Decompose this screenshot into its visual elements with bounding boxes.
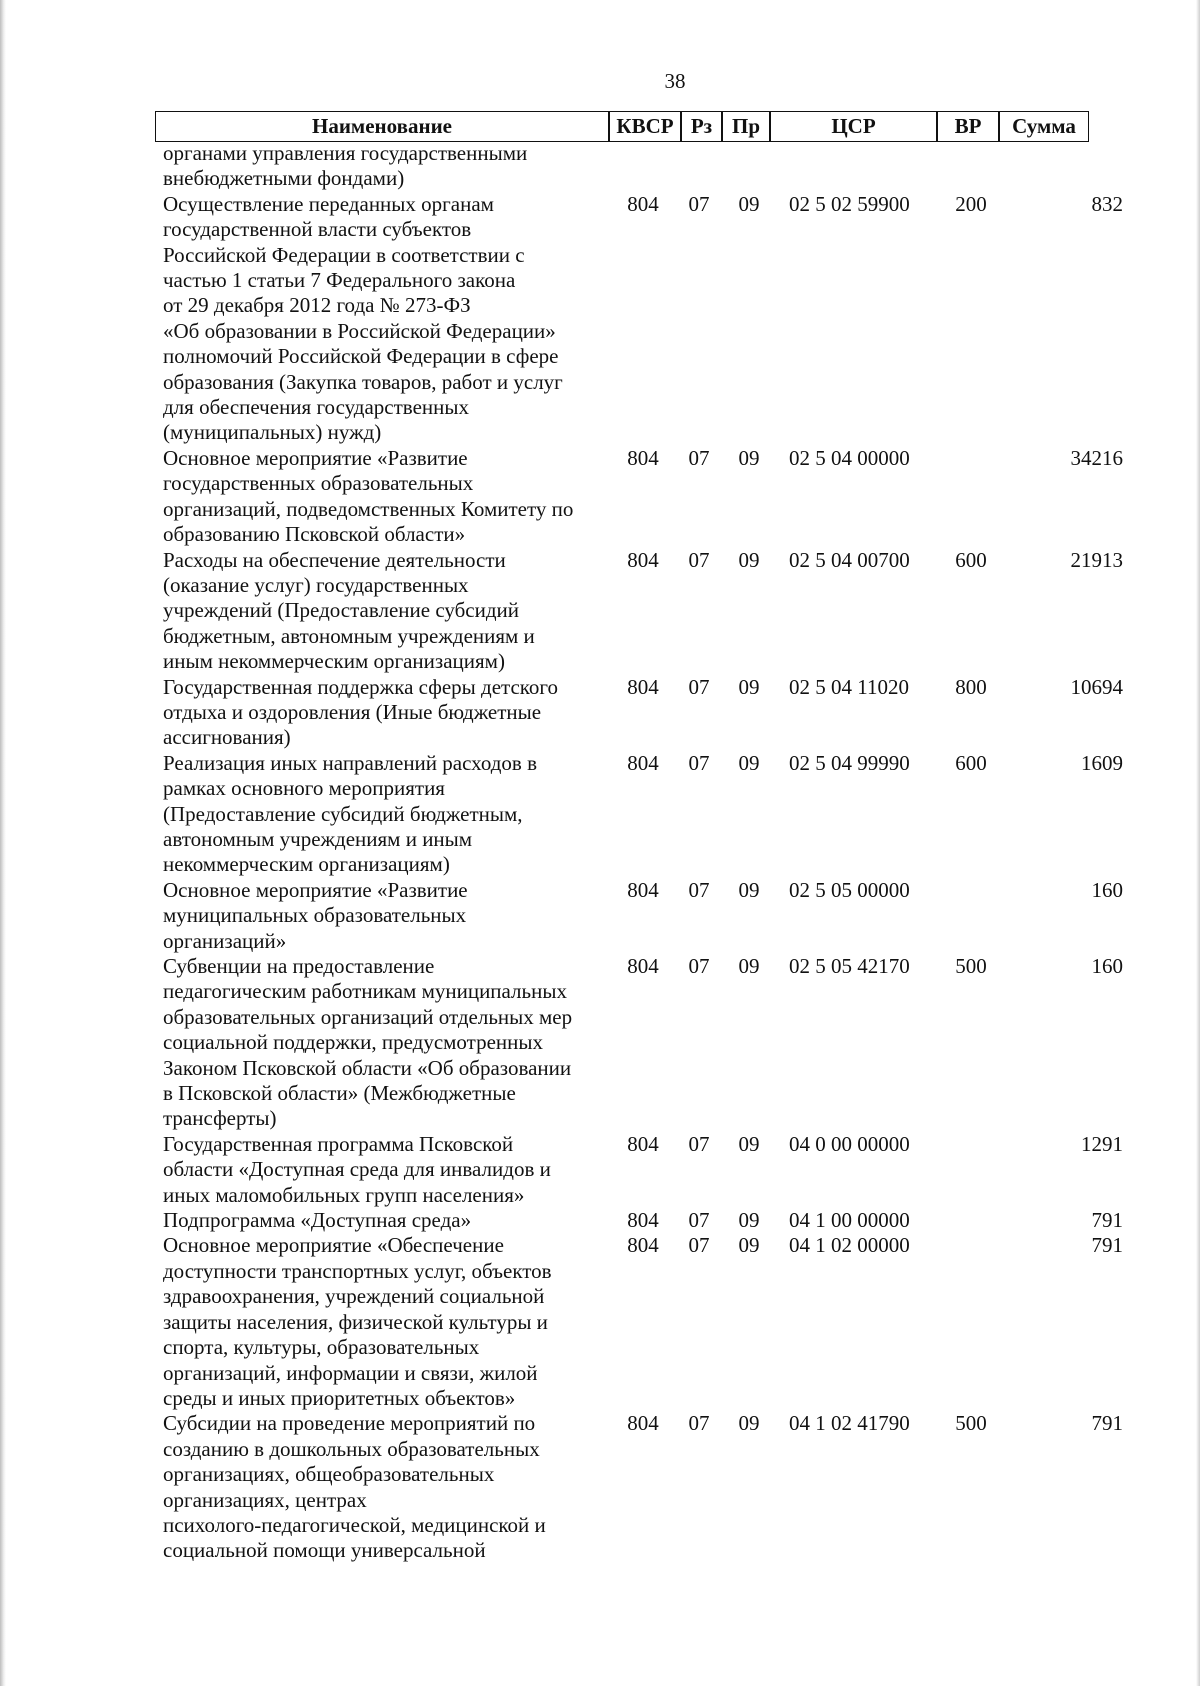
row-pr: 09: [738, 547, 760, 572]
row-rz: 07: [688, 1411, 710, 1436]
table-row: [163, 751, 1129, 878]
table-row: [163, 878, 1129, 954]
row-kvsr: 804: [627, 445, 659, 470]
row-pr: 09: [738, 954, 760, 978]
row-csr: 04 0 00 00000: [789, 1131, 910, 1156]
row-sum: 160: [1091, 877, 1123, 902]
row-rz: 07: [688, 547, 710, 572]
row-vr: 500: [955, 1411, 987, 1436]
row-rz: 07: [688, 191, 710, 216]
row-kvsr: 804: [627, 1411, 659, 1436]
row-name: Основное мероприятие «Развитие государственных образовательных организаций, подведомственных Комитету по образованию Псковской области»: [163, 445, 574, 547]
row-csr: 04 1 02 00000: [789, 1233, 910, 1258]
row-kvsr: 804: [627, 750, 659, 775]
row-pr: 09: [738, 674, 760, 699]
row-pr: 09: [738, 1131, 760, 1156]
row-pr: 09: [738, 877, 760, 902]
row-sum: 791: [1091, 1208, 1123, 1233]
row-name: Подпрограмма «Доступная среда»: [163, 1208, 472, 1233]
row-name: Осуществление переданных органам государственной власти субъектов Российской Федерации в соответствии с частью 1 статьи 7 Федерального закона от 29 декабря 2012 года № 273-ФЗ «Об образовании в Российской Федерации» полномочий Российской Федерации в сфере образования (Закупка товаров, работ и услуг для обеспечения государственных (муниципальных) нужд): [163, 191, 563, 445]
row-csr: 04 1 00 00000: [789, 1208, 910, 1233]
header-pr: Пр: [722, 111, 770, 142]
row-vr: 200: [955, 191, 987, 216]
row-csr: 02 5 04 00000: [789, 445, 910, 470]
row-rz: 07: [688, 1131, 710, 1156]
row-name: Субсидии на проведение мероприятий по созданию в дошкольных образовательных организациях, общеобразовательных организациях, центрах психолого-педагогической, медицинской и социальной помощи универсальной: [163, 1411, 546, 1563]
row-kvsr: 804: [627, 877, 659, 902]
table-row: [163, 446, 1129, 548]
row-kvsr: 804: [627, 954, 659, 978]
row-csr: 02 5 04 11020: [789, 674, 909, 699]
row-rz: 07: [688, 750, 710, 775]
row-kvsr: 804: [627, 1208, 659, 1233]
scan-edge-left: [0, 0, 6, 1686]
row-name: Основное мероприятие «Развитие муниципальных образовательных организаций»: [163, 877, 468, 953]
page-number: 38: [664, 69, 686, 93]
table-row: [163, 675, 1129, 751]
table-row: [163, 1411, 1129, 1563]
row-rz: 07: [688, 674, 710, 699]
row-kvsr: 804: [627, 1233, 659, 1258]
row-csr: 04 1 02 41790: [789, 1411, 910, 1436]
header-kvsr: КВСР: [609, 111, 681, 142]
row-sum: 832: [1091, 191, 1123, 216]
row-kvsr: 804: [627, 1131, 659, 1156]
table-body: [163, 141, 1129, 1564]
header-name: Наименование: [155, 111, 609, 142]
row-name: Расходы на обеспечение деятельности (оказание услуг) государственных учреждений (Предоставление субсидий бюджетным, автономным учреждениям и иным некоммерческим организациям): [163, 547, 535, 674]
row-sum: 1609: [1081, 750, 1123, 775]
row-pr: 09: [738, 1411, 760, 1436]
row-pr: 09: [738, 1233, 760, 1258]
row-rz: 07: [688, 445, 710, 470]
table-row: [163, 1208, 1129, 1233]
table-row: [163, 1233, 1129, 1411]
row-pr: 09: [738, 1208, 760, 1233]
row-csr: 02 5 05 42170: [789, 954, 910, 978]
row-name: Государственная поддержка сферы детского отдыха и оздоровления (Иные бюджетные ассигнования): [163, 674, 559, 750]
row-name: Основное мероприятие «Обеспечение доступности транспортных услуг, объектов здравоохранения, учреждений социальной защиты населения, физической культуры и спорта, культуры, образовательных организаций, информации и связи, жилой среды и иных приоритетных объектов»: [163, 1233, 552, 1410]
header-csr: ЦСР: [770, 111, 937, 142]
scan-edge-right: [1196, 0, 1200, 1686]
row-sum: 1291: [1081, 1131, 1123, 1156]
row-pr: 09: [738, 191, 760, 216]
row-vr: 500: [955, 954, 987, 978]
row-sum: 34216: [1070, 445, 1123, 470]
row-pr: 09: [738, 445, 760, 470]
row-rz: 07: [688, 1233, 710, 1258]
row-pr: 09: [738, 750, 760, 775]
table-row: [163, 1132, 1129, 1208]
row-name: Субвенции на предоставление педагогическим работникам муниципальных образовательных организаций отдельных мер социальной поддержки, предусмотренных Законом Псковской области «Об образовании в Псковской области» (Межбюджетные трансферты): [163, 954, 573, 1131]
row-kvsr: 804: [627, 674, 659, 699]
row-name: органами управления государственными внебюджетными фондами): [163, 141, 528, 191]
row-rz: 07: [688, 877, 710, 902]
row-csr: 02 5 04 00700: [789, 547, 910, 572]
row-kvsr: 804: [627, 191, 659, 216]
row-csr: 02 5 04 99990: [789, 750, 910, 775]
row-csr: 02 5 02 59900: [789, 191, 910, 216]
row-sum: 160: [1091, 954, 1123, 978]
row-name: Государственная программа Псковской области «Доступная среда для инвалидов и иных маломобильных групп населения»: [163, 1131, 551, 1207]
row-csr: 02 5 05 00000: [789, 877, 910, 902]
header-rz: Рз: [681, 111, 722, 142]
table-row: [163, 548, 1129, 675]
row-vr: 600: [955, 547, 987, 572]
row-sum: 791: [1091, 1233, 1123, 1258]
row-rz: 07: [688, 954, 710, 978]
row-sum: 10694: [1070, 674, 1123, 699]
row-kvsr: 804: [627, 547, 659, 572]
table-row: [163, 192, 1129, 446]
header-sum: Сумма: [999, 111, 1089, 142]
row-sum: 791: [1091, 1411, 1123, 1436]
table-row: [163, 954, 1129, 1132]
row-rz: 07: [688, 1208, 710, 1233]
table-row: [163, 141, 1129, 192]
header-vr: ВР: [937, 111, 999, 142]
row-sum: 21913: [1070, 547, 1123, 572]
row-name: Реализация иных направлений расходов в рамках основного мероприятия (Предоставление субсидий бюджетным, автономным учреждениям и иным некоммерческим организациям): [163, 750, 538, 877]
row-vr: 800: [955, 674, 987, 699]
row-vr: 600: [955, 750, 987, 775]
